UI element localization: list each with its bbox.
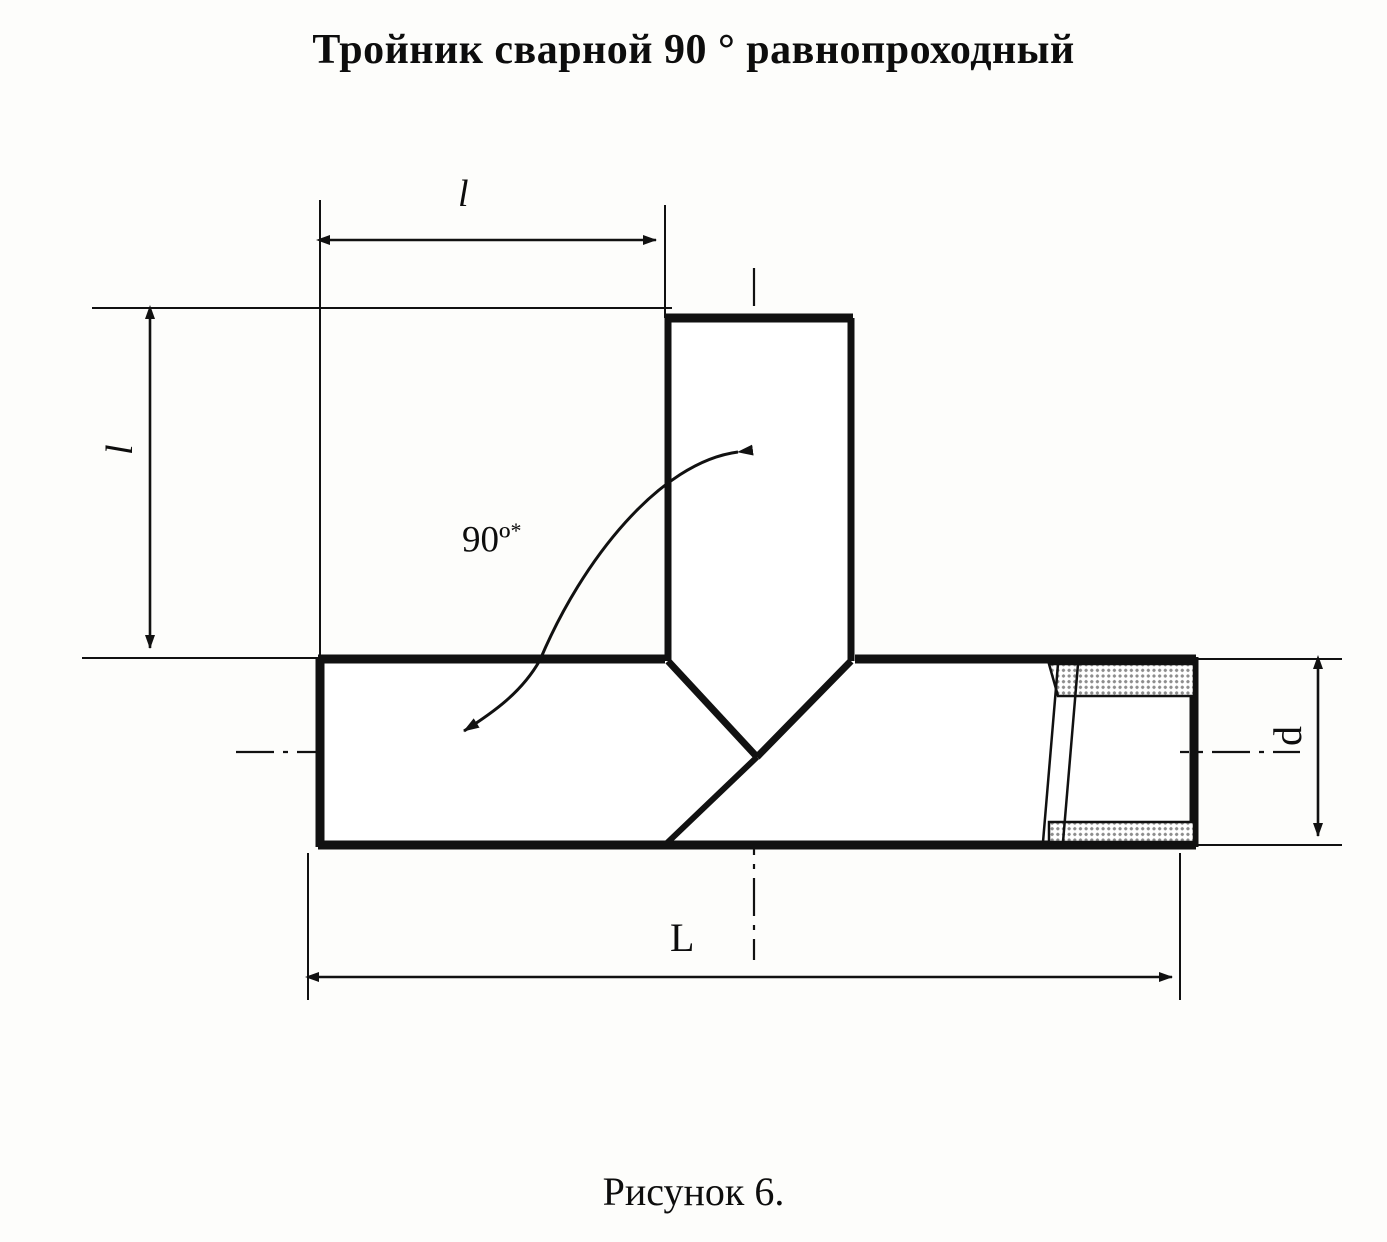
label-run-length: L [670,915,695,960]
figure-caption: Рисунок 6. [602,1169,785,1214]
label-angle-note: * [510,518,522,543]
label-branch-height: l [99,444,141,455]
page-title: Тройник сварной 90 ° равнопроходный [312,27,1075,73]
label-branch-length: l [458,173,469,215]
label-angle [462,518,521,561]
label-diameter: d [1265,726,1310,746]
label-angle-value: 90º [462,519,511,561]
